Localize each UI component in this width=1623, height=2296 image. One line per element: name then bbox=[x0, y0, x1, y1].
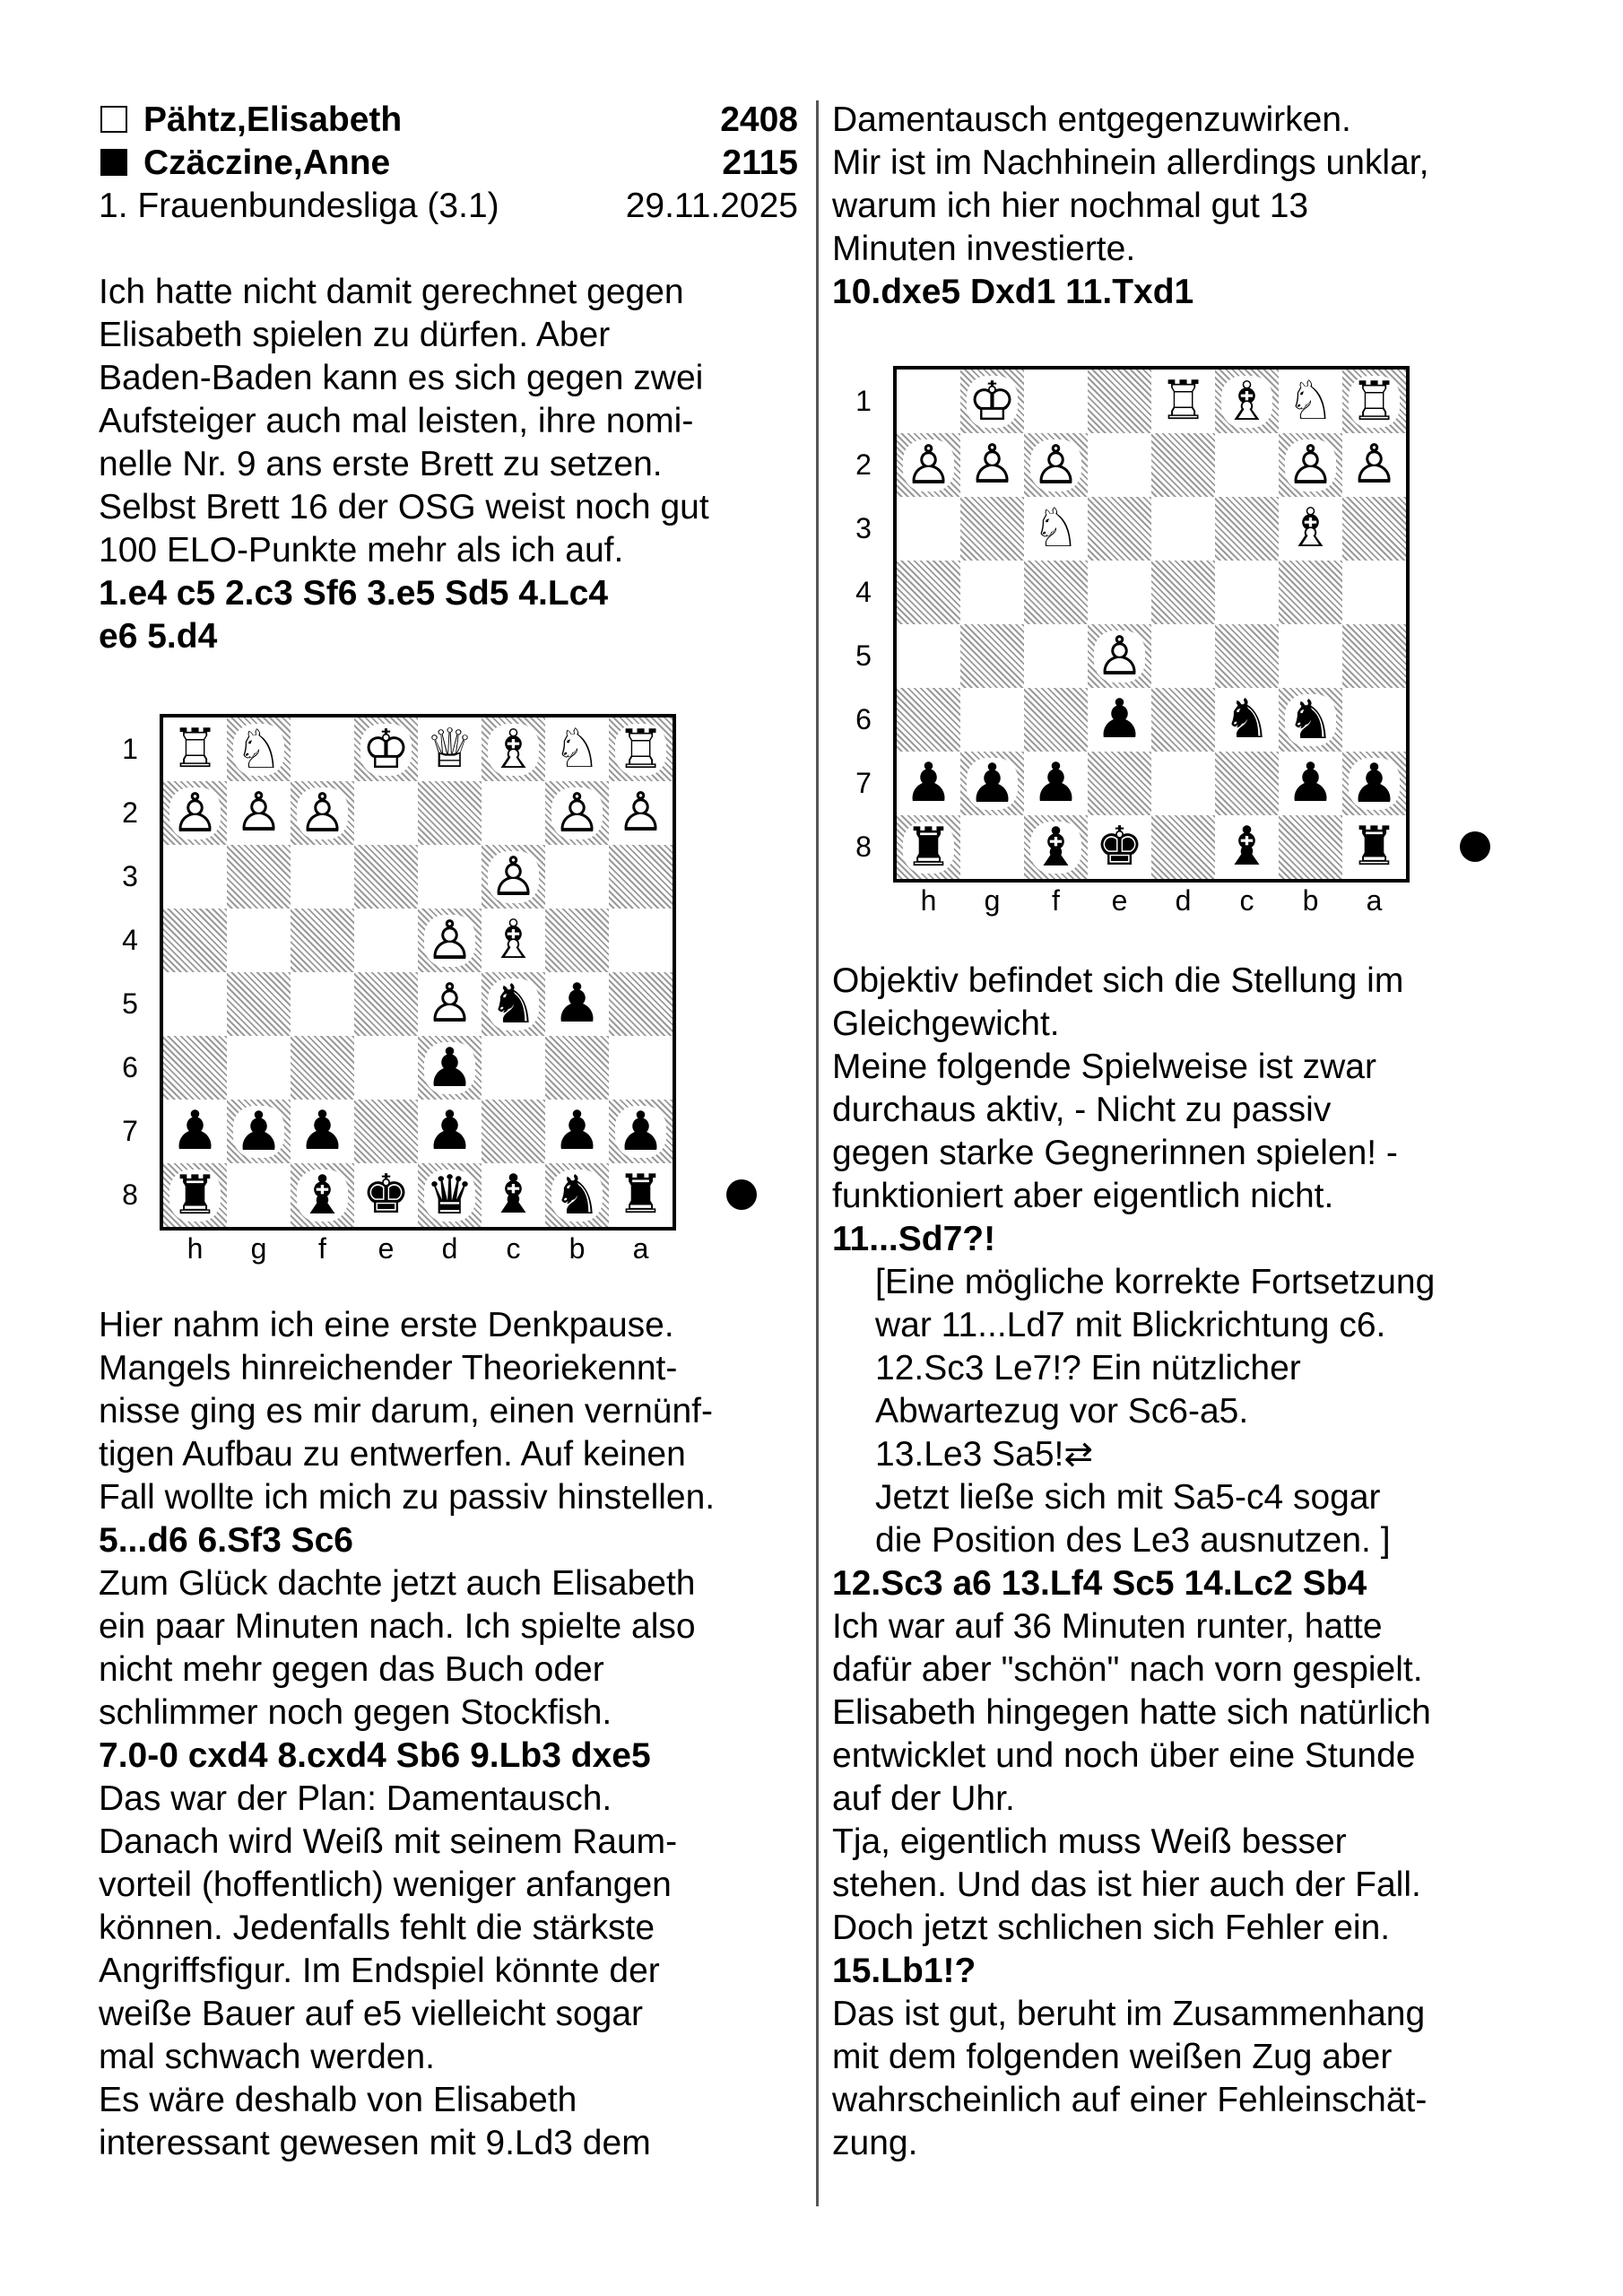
white-bishop-icon: ♗ bbox=[489, 909, 538, 971]
board-square bbox=[609, 909, 673, 972]
black-rook-icon: ♜ bbox=[170, 1163, 220, 1227]
board-square bbox=[1088, 688, 1151, 752]
black-pawn-icon: ♟ bbox=[1031, 752, 1081, 814]
board-square bbox=[1342, 815, 1406, 879]
side-to-move-dot bbox=[726, 1179, 757, 1210]
board-square bbox=[1151, 624, 1215, 688]
event-date: 29.11.2025 bbox=[625, 187, 798, 225]
board-square bbox=[354, 845, 418, 909]
board-square bbox=[1342, 497, 1406, 561]
black-square-icon bbox=[100, 149, 127, 176]
white-queen-icon: ♕ bbox=[425, 718, 474, 780]
white-pawn-icon: ♙ bbox=[425, 972, 474, 1035]
board-square bbox=[960, 561, 1024, 624]
board-square bbox=[897, 370, 960, 433]
text-line: Mir ist im Nachhinein allerdings unklar, bbox=[832, 144, 1429, 182]
board-square bbox=[1088, 752, 1151, 815]
board-square bbox=[1279, 624, 1342, 688]
board-square bbox=[897, 752, 960, 815]
board-square bbox=[545, 1163, 609, 1227]
text-line: auf der Uhr. bbox=[832, 1779, 1015, 1818]
board-square bbox=[1151, 752, 1215, 815]
white-king-icon: ♔ bbox=[361, 718, 411, 781]
rank-label: 2 bbox=[122, 796, 138, 829]
board-square bbox=[163, 972, 227, 1036]
rank-label: 3 bbox=[855, 512, 872, 544]
move-line: 1.e4 c5 2.c3 Sf6 3.e5 Sd5 4.Lc4 bbox=[99, 574, 609, 613]
board-square bbox=[609, 972, 673, 1036]
board-square bbox=[960, 433, 1024, 497]
white-rook-icon: ♖ bbox=[1159, 370, 1208, 432]
black-pawn-icon: ♟ bbox=[968, 752, 1017, 815]
board-square bbox=[1215, 497, 1279, 561]
board-square bbox=[482, 972, 545, 1036]
board-square bbox=[960, 624, 1024, 688]
text-line: mit dem folgenden weißen Zug aber bbox=[832, 2038, 1393, 2076]
text-line: Objektiv befindet sich die Stellung im bbox=[832, 961, 1404, 1000]
board-square bbox=[1151, 561, 1215, 624]
board-square bbox=[354, 781, 418, 845]
chess-diagram-1 bbox=[117, 718, 852, 1292]
board-square bbox=[609, 718, 673, 781]
event-row bbox=[99, 185, 798, 228]
board-square bbox=[609, 1163, 673, 1227]
text-line: können. Jedenfalls fehlt die stärkste bbox=[99, 1909, 655, 1947]
text-line: Baden-Baden kann es sich gegen zwei bbox=[99, 359, 704, 397]
board-square bbox=[291, 1163, 354, 1227]
black-bishop-icon: ♝ bbox=[489, 1163, 538, 1226]
black-pawn-icon: ♟ bbox=[1095, 688, 1144, 751]
board-square bbox=[897, 433, 960, 497]
black-knight-icon: ♞ bbox=[1222, 688, 1271, 751]
board-square bbox=[354, 718, 418, 781]
white-knight-icon: ♘ bbox=[1286, 370, 1335, 432]
white-rook-icon: ♖ bbox=[616, 718, 665, 781]
text-line: warum ich hier nochmal gut 13 bbox=[832, 187, 1309, 225]
white-bishop-icon: ♗ bbox=[489, 718, 538, 781]
text-line: tigen Aufbau zu entwerfen. Auf keinen bbox=[99, 1435, 686, 1474]
white-pawn-icon: ♙ bbox=[1095, 624, 1144, 688]
white-pawn-icon: ♙ bbox=[552, 781, 602, 845]
board-square bbox=[354, 972, 418, 1036]
text-line: dafür aber "schön" nach vorn gespielt. bbox=[832, 1650, 1423, 1689]
rank-label: 5 bbox=[122, 987, 138, 1020]
file-label: c bbox=[1239, 884, 1254, 917]
rank-label: 8 bbox=[855, 831, 872, 863]
text-line: Mangels hinreichender Theoriekennt- bbox=[99, 1349, 678, 1387]
text-line: interessant gewesen mit 9.Ld3 dem bbox=[99, 2124, 651, 2162]
file-label: h bbox=[920, 884, 937, 917]
variation-line: 13.Le3 Sa5!⇄ bbox=[875, 1435, 1094, 1474]
board-square bbox=[1088, 815, 1151, 879]
board-square bbox=[545, 781, 609, 845]
black-knight-icon: ♞ bbox=[1286, 688, 1335, 752]
text-line: nelle Nr. 9 ans erste Brett zu setzen. bbox=[99, 445, 663, 483]
text-line: Selbst Brett 16 der OSG weist noch gut bbox=[99, 488, 709, 526]
board-square bbox=[1342, 752, 1406, 815]
board-square bbox=[1279, 433, 1342, 497]
text-line: Zum Glück dachte jetzt auch Elisabeth bbox=[99, 1564, 696, 1603]
board-square bbox=[960, 688, 1024, 752]
text-line: mal schwach werden. bbox=[99, 2038, 435, 2076]
board-square bbox=[482, 718, 545, 781]
board-square bbox=[897, 561, 960, 624]
board-square bbox=[1024, 752, 1088, 815]
board-square bbox=[1215, 561, 1279, 624]
white-bishop-icon: ♗ bbox=[1222, 370, 1271, 433]
board-square bbox=[163, 845, 227, 909]
board-square bbox=[609, 1100, 673, 1163]
white-pawn-icon: ♙ bbox=[489, 845, 538, 909]
text-line: nisse ging es mir darum, einen vernünf- bbox=[99, 1392, 713, 1431]
white-king-icon: ♔ bbox=[968, 370, 1017, 433]
text-line: Das ist gut, beruht im Zusammenhang bbox=[832, 1995, 1426, 2033]
move-line: 5...d6 6.Sf3 Sc6 bbox=[99, 1521, 353, 1560]
rank-label: 1 bbox=[122, 733, 138, 765]
text-line: nicht mehr gegen das Buch oder bbox=[99, 1650, 604, 1689]
board-square bbox=[1151, 370, 1215, 433]
move-line: 7.0-0 cxd4 8.cxd4 Sb6 9.Lb3 dxe5 bbox=[99, 1736, 651, 1775]
board-square bbox=[227, 781, 291, 845]
text-line: Ich war auf 36 Minuten runter, hatte bbox=[832, 1607, 1383, 1646]
board-square bbox=[227, 972, 291, 1036]
board-square bbox=[1215, 433, 1279, 497]
board-square bbox=[1088, 370, 1151, 433]
text-line: Es wäre deshalb von Elisabeth bbox=[99, 2081, 577, 2119]
board-square bbox=[1279, 752, 1342, 815]
text-line: Doch jetzt schlichen sich Fehler ein. bbox=[832, 1909, 1391, 1947]
board-square bbox=[163, 1163, 227, 1227]
board-square bbox=[1024, 688, 1088, 752]
board-square bbox=[163, 718, 227, 781]
board-square bbox=[545, 1100, 609, 1163]
board-square bbox=[1088, 561, 1151, 624]
board-square bbox=[482, 1163, 545, 1227]
board-square bbox=[897, 624, 960, 688]
file-label: h bbox=[187, 1232, 204, 1265]
white-pawn-icon: ♙ bbox=[1350, 433, 1399, 496]
text-line: Das war der Plan: Damentausch. bbox=[99, 1779, 612, 1818]
rank-label: 2 bbox=[855, 448, 872, 481]
black-king-icon: ♚ bbox=[361, 1163, 411, 1226]
board-square bbox=[1215, 624, 1279, 688]
rank-label: 8 bbox=[122, 1178, 138, 1211]
board-square bbox=[227, 909, 291, 972]
black-knight-icon: ♞ bbox=[552, 1163, 602, 1227]
board-square bbox=[163, 1100, 227, 1163]
text-line: Elisabeth hingegen hatte sich natürlich bbox=[832, 1693, 1431, 1732]
board-square bbox=[1024, 433, 1088, 497]
board-square bbox=[1279, 561, 1342, 624]
text-line: Damentausch entgegenzuwirken. bbox=[832, 100, 1351, 139]
rank-label: 1 bbox=[855, 385, 872, 417]
board-square bbox=[291, 1100, 354, 1163]
board-square bbox=[354, 1163, 418, 1227]
board-square bbox=[163, 1036, 227, 1100]
variation-line: 12.Sc3 Le7!? Ein nützlicher bbox=[875, 1349, 1301, 1387]
white-pawn-icon: ♙ bbox=[1031, 433, 1081, 497]
variation-line: [Eine mögliche korrekte Fortsetzung bbox=[875, 1263, 1436, 1301]
black-player-name: Czäczine,Anne bbox=[143, 144, 391, 182]
black-pawn-icon: ♟ bbox=[904, 752, 953, 814]
white-pawn-icon: ♙ bbox=[904, 433, 953, 497]
rank-label: 5 bbox=[855, 639, 872, 672]
text-line: ein paar Minuten nach. Ich spielte also bbox=[99, 1607, 696, 1646]
board-square bbox=[1342, 433, 1406, 497]
board-square bbox=[1088, 497, 1151, 561]
file-label: e bbox=[378, 1232, 395, 1265]
white-player-name: Pähtz,Elisabeth bbox=[143, 100, 403, 139]
text-line: zung. bbox=[832, 2124, 918, 2162]
black-pawn-icon: ♟ bbox=[1350, 752, 1399, 815]
board-square bbox=[227, 1036, 291, 1100]
board-square bbox=[960, 370, 1024, 433]
file-label: f bbox=[318, 1232, 326, 1265]
board-square bbox=[227, 718, 291, 781]
board-square bbox=[1024, 561, 1088, 624]
board-square bbox=[1279, 688, 1342, 752]
white-square-icon bbox=[100, 106, 127, 133]
move-line: 12.Sc3 a6 13.Lf4 Sc5 14.Lc2 Sb4 bbox=[832, 1564, 1367, 1603]
black-rook-icon: ♜ bbox=[616, 1163, 665, 1226]
board-square bbox=[418, 781, 482, 845]
board-square bbox=[897, 688, 960, 752]
text-line: wahrscheinlich auf einer Fehleinschät- bbox=[832, 2081, 1428, 2119]
board-square bbox=[1215, 752, 1279, 815]
board-square bbox=[960, 815, 1024, 879]
board-square bbox=[482, 1100, 545, 1163]
rank-label: 6 bbox=[855, 703, 872, 735]
black-rook-icon: ♜ bbox=[904, 815, 953, 879]
variation-line: Abwartezug vor Sc6-a5. bbox=[875, 1392, 1249, 1431]
black-bishop-icon: ♝ bbox=[1222, 815, 1271, 878]
board-square bbox=[291, 1036, 354, 1100]
white-player-row bbox=[99, 99, 798, 142]
board-square bbox=[545, 1036, 609, 1100]
board-square bbox=[1151, 815, 1215, 879]
board-square bbox=[545, 718, 609, 781]
black-queen-icon: ♛ bbox=[425, 1163, 474, 1227]
text-line: Fall wollte ich mich zu passiv hinstellen. bbox=[99, 1478, 716, 1517]
move-line: 10.dxe5 Dxd1 11.Txd1 bbox=[832, 273, 1194, 311]
file-label: f bbox=[1052, 884, 1060, 917]
board-square bbox=[482, 845, 545, 909]
board-square bbox=[960, 752, 1024, 815]
white-knight-icon: ♘ bbox=[234, 718, 283, 781]
board-square bbox=[418, 972, 482, 1036]
variation-line: die Position des Le3 ausnutzen. ] bbox=[875, 1521, 1391, 1560]
black-king-icon: ♚ bbox=[1095, 815, 1144, 878]
board-square bbox=[163, 781, 227, 845]
file-label: a bbox=[1366, 884, 1383, 917]
board-square bbox=[291, 781, 354, 845]
board-square bbox=[418, 1163, 482, 1227]
board-square bbox=[1151, 497, 1215, 561]
white-pawn-icon: ♙ bbox=[616, 781, 665, 844]
black-pawn-icon: ♟ bbox=[298, 1100, 347, 1162]
white-rook-icon: ♖ bbox=[1350, 370, 1399, 433]
board-square bbox=[291, 718, 354, 781]
board-square bbox=[545, 972, 609, 1036]
black-pawn-icon: ♟ bbox=[616, 1100, 665, 1163]
board-square bbox=[227, 845, 291, 909]
text-line: funktioniert aber eigentlich nicht. bbox=[832, 1177, 1334, 1215]
board-square bbox=[418, 909, 482, 972]
board-square bbox=[418, 718, 482, 781]
board-square bbox=[1342, 624, 1406, 688]
board-square bbox=[1215, 815, 1279, 879]
board-square bbox=[1342, 561, 1406, 624]
text-line: Meine folgende Spielweise ist zwar bbox=[832, 1048, 1376, 1086]
text-line: vorteil (hoffentlich) weniger anfangen bbox=[99, 1866, 672, 1904]
black-bishop-icon: ♝ bbox=[298, 1163, 347, 1227]
file-label: c bbox=[506, 1232, 521, 1265]
board-square bbox=[897, 497, 960, 561]
board-square bbox=[291, 909, 354, 972]
board-square bbox=[1024, 815, 1088, 879]
variation-line: war 11...Ld7 mit Blickrichtung c6. bbox=[875, 1306, 1386, 1344]
white-rook-icon: ♖ bbox=[170, 718, 220, 780]
white-knight-icon: ♘ bbox=[552, 718, 602, 780]
board-square bbox=[418, 1100, 482, 1163]
board-square bbox=[897, 815, 960, 879]
board-square bbox=[1024, 624, 1088, 688]
text-line: durchaus aktiv, - Nicht zu passiv bbox=[832, 1091, 1332, 1129]
board-square bbox=[1151, 433, 1215, 497]
board-square bbox=[418, 1036, 482, 1100]
black-pawn-icon: ♟ bbox=[552, 1100, 602, 1162]
file-label: e bbox=[1111, 884, 1128, 917]
black-pawn-icon: ♟ bbox=[425, 1036, 474, 1100]
white-pawn-icon: ♙ bbox=[170, 781, 220, 845]
text-line: Aufsteiger auch mal leisten, ihre nomi- bbox=[99, 402, 694, 440]
event-name: 1. Frauenbundesliga (3.1) bbox=[99, 187, 499, 225]
board-square bbox=[354, 909, 418, 972]
file-label: d bbox=[441, 1232, 458, 1265]
chess-diagram-2 bbox=[850, 370, 1549, 944]
black-player-elo: 2115 bbox=[722, 144, 798, 182]
board-square bbox=[1088, 624, 1151, 688]
black-pawn-icon: ♟ bbox=[170, 1100, 220, 1162]
text-line: Hier nahm ich eine erste Denkpause. bbox=[99, 1306, 674, 1344]
text-line: Tja, eigentlich muss Weiß besser bbox=[832, 1822, 1347, 1861]
white-pawn-icon: ♙ bbox=[425, 909, 474, 972]
board-square bbox=[1215, 688, 1279, 752]
white-pawn-icon: ♙ bbox=[1286, 433, 1335, 497]
board-square bbox=[609, 845, 673, 909]
file-label: a bbox=[632, 1232, 649, 1265]
black-rook-icon: ♜ bbox=[1350, 815, 1399, 878]
white-pawn-icon: ♙ bbox=[298, 781, 347, 845]
black-knight-icon: ♞ bbox=[489, 972, 538, 1036]
rank-label: 3 bbox=[122, 860, 138, 892]
board-square bbox=[1279, 815, 1342, 879]
rank-label: 7 bbox=[855, 767, 872, 799]
move-line: 11...Sd7?! bbox=[832, 1220, 996, 1258]
board-square bbox=[1088, 433, 1151, 497]
side-to-move-dot bbox=[1460, 831, 1490, 862]
board-square bbox=[163, 909, 227, 972]
black-pawn-icon: ♟ bbox=[425, 1100, 474, 1162]
board-square bbox=[960, 497, 1024, 561]
file-label: g bbox=[984, 884, 1001, 917]
black-bishop-icon: ♝ bbox=[1031, 815, 1081, 879]
board-square bbox=[482, 909, 545, 972]
board-square bbox=[1151, 688, 1215, 752]
text-line: Angriffsfigur. Im Endspiel könnte der bbox=[99, 1952, 660, 1990]
board-square bbox=[482, 1036, 545, 1100]
text-line: weiße Bauer auf e5 vielleicht sogar bbox=[99, 1995, 643, 2033]
board-square bbox=[291, 845, 354, 909]
black-player-row bbox=[99, 142, 798, 185]
rank-label: 4 bbox=[122, 924, 138, 956]
white-knight-icon: ♘ bbox=[1031, 497, 1081, 560]
white-pawn-icon: ♙ bbox=[234, 781, 283, 844]
board-square bbox=[1342, 688, 1406, 752]
text-line: Danach wird Weiß mit seinem Raum- bbox=[99, 1822, 678, 1861]
board-square bbox=[482, 781, 545, 845]
text-line: Gleichgewicht. bbox=[832, 1004, 1060, 1043]
white-bishop-icon: ♗ bbox=[1286, 497, 1335, 560]
text-line: Ich hatte nicht damit gerechnet gegen bbox=[99, 273, 684, 311]
text-line: gegen starke Gegnerinnen spielen! - bbox=[832, 1134, 1398, 1172]
text-line: entwicklet und noch über eine Stunde bbox=[832, 1736, 1416, 1775]
board-square bbox=[1024, 497, 1088, 561]
rank-label: 6 bbox=[122, 1051, 138, 1083]
black-pawn-icon: ♟ bbox=[234, 1100, 283, 1163]
board-square bbox=[354, 1036, 418, 1100]
file-label: b bbox=[568, 1232, 586, 1265]
board-square bbox=[1215, 370, 1279, 433]
board-square bbox=[1024, 370, 1088, 433]
board-square bbox=[545, 909, 609, 972]
board-square bbox=[354, 1100, 418, 1163]
move-line: e6 5.d4 bbox=[99, 617, 218, 656]
board-square bbox=[291, 972, 354, 1036]
board-square bbox=[545, 845, 609, 909]
text-line: 100 ELO-Punkte mehr als ich auf. bbox=[99, 531, 624, 570]
board-square bbox=[1342, 370, 1406, 433]
file-label: g bbox=[250, 1232, 267, 1265]
white-player-elo: 2408 bbox=[720, 100, 798, 139]
text-line: Elisabeth spielen zu dürfen. Aber bbox=[99, 316, 611, 354]
file-label: b bbox=[1302, 884, 1319, 917]
rank-label: 7 bbox=[122, 1115, 138, 1147]
move-line: 15.Lb1!? bbox=[832, 1952, 976, 1990]
board-square bbox=[1279, 497, 1342, 561]
variation-line: Jetzt ließe sich mit Sa5-c4 sogar bbox=[875, 1478, 1381, 1517]
board-square bbox=[1279, 370, 1342, 433]
white-pawn-icon: ♙ bbox=[968, 433, 1017, 496]
black-pawn-icon: ♟ bbox=[1286, 752, 1335, 814]
text-line: stehen. Und das ist hier auch der Fall. bbox=[832, 1866, 1421, 1904]
rank-label: 4 bbox=[855, 576, 872, 608]
board-square bbox=[227, 1163, 291, 1227]
text-line: Minuten investierte. bbox=[832, 230, 1136, 268]
board-square bbox=[227, 1100, 291, 1163]
board-square bbox=[418, 845, 482, 909]
black-pawn-icon: ♟ bbox=[552, 972, 602, 1035]
board-square bbox=[609, 781, 673, 845]
file-label: d bbox=[1175, 884, 1192, 917]
board-square bbox=[609, 1036, 673, 1100]
text-line: schlimmer noch gegen Stockfish. bbox=[99, 1693, 612, 1732]
